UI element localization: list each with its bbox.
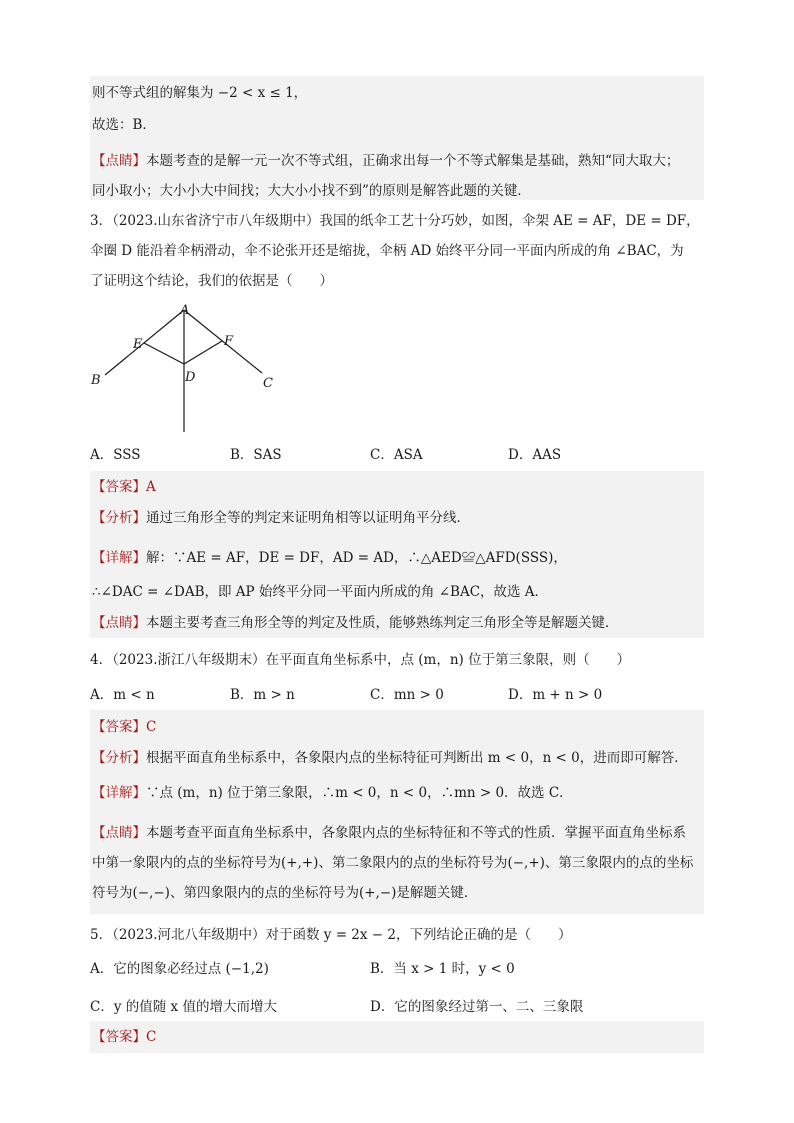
prev-solution-line xyxy=(90,76,704,110)
q3-analysis xyxy=(90,502,704,533)
detail-text: ∵点 (m，n) 位于第三象限，∴m < 0，n < 0，∴mn > 0．故选 C． xyxy=(146,785,573,801)
answer-tag: 【答案】 xyxy=(92,479,146,495)
q3-option-c: C．ASA xyxy=(370,447,423,463)
segment-ab xyxy=(105,310,184,375)
analysis-tag: 【分析】 xyxy=(92,510,146,526)
q3-option-b: B．SAS xyxy=(230,447,282,463)
dianjing-tag: 【点睛】 xyxy=(92,153,146,169)
q4-option-c: C．mn > 0 xyxy=(370,687,444,703)
q5-option-d: D．它的图象经过第一、二、三象限 xyxy=(370,999,584,1015)
label-c: C xyxy=(263,376,273,391)
analysis-text: 通过三角形全等的判定来证明角相等以证明角平分线． xyxy=(146,510,470,526)
answer-tag: 【答案】 xyxy=(92,1029,146,1045)
answer-value: C xyxy=(146,719,157,735)
dianjing-text-2: 中第一象限内的点的坐标符号为(+,+)、第二象限内的点的坐标符号为(−,+)、第三象限内的点的坐标 xyxy=(92,855,694,871)
prev-line-2: 故选：B． xyxy=(92,117,156,133)
q4-answer xyxy=(90,710,704,742)
q5-option-b: B．当 x > 1 时，y < 0 xyxy=(370,961,515,977)
answer-value: A xyxy=(146,479,156,495)
prev-choice-line xyxy=(90,110,704,140)
dianjing-text-1: 本题考查的是解一元一次不等式组，正确求出每一个不等式解集是基础，熟知“同大取大； xyxy=(146,153,680,169)
analysis-tag: 【分析】 xyxy=(92,750,146,766)
label-a: A xyxy=(180,303,190,318)
detail-text-1: 解：∵AE = AF，DE = DF，AD = AD，∴△AED≌△AFD(SSS)， xyxy=(146,550,567,566)
q4-dianjing xyxy=(90,812,704,914)
q3-options xyxy=(90,446,704,466)
q4-stem: 4．（2023.浙江八年级期末）在平面直角坐标系中，点 (m，n) 位于第三象限，则（ ） xyxy=(90,652,631,668)
dianjing-text-1: 本题考查平面直角坐标系中，各象限内点的坐标特征和不等式的性质．掌握平面直角坐标系 xyxy=(146,825,686,841)
q5-option-a: A．它的图象必经过点 (−1,2) xyxy=(90,961,269,977)
q4-detail xyxy=(90,774,704,812)
detail-tag: 【详解】 xyxy=(92,785,146,801)
segment-fd xyxy=(184,341,222,364)
q4-analysis xyxy=(90,742,704,774)
q4-options xyxy=(90,686,704,706)
label-e: E xyxy=(133,337,143,352)
q4-option-d: D．m + n > 0 xyxy=(508,687,603,703)
q3-option-a: A．SSS xyxy=(90,447,141,463)
segment-ed xyxy=(144,343,184,364)
q5-stem: 5．（2023.河北八年级期中）对于函数 y = 2x − 2，下列结论正确的是（ ） xyxy=(90,927,572,943)
detail-tag: 【详解】 xyxy=(92,550,146,566)
q3-line-2: 伞圈 D 能沿着伞柄滑动，伞不论张开还是缩拢，伞柄 AD 始终平分同一平面内所成的角 ∠BAC，为 xyxy=(90,243,684,259)
dianjing-text-2: 同小取小；大小小大中间找；大大小小找不到”的原则是解答此题的关键． xyxy=(92,183,531,199)
q5-answer xyxy=(90,1021,704,1053)
answer-tag: 【答案】 xyxy=(92,719,146,735)
q3-option-d: D．AAS xyxy=(508,447,562,463)
q4-option-a: A．m < n xyxy=(90,687,155,703)
segment-ac xyxy=(184,310,262,373)
q3-answer xyxy=(90,471,704,502)
analysis-text: 根据平面直角坐标系中，各象限内点的坐标特征可判断出 m < 0，n < 0，进而即可解答． xyxy=(146,750,688,766)
q3-line-3: 了证明这个结论，我们的依据是（ ） xyxy=(90,273,333,289)
label-b: B xyxy=(91,373,101,388)
dianjing-tag: 【点睛】 xyxy=(92,825,146,841)
q5-option-c: C．y 的值随 x 值的增大而增大 xyxy=(90,999,277,1015)
dianjing-tag: 【点睛】 xyxy=(92,615,146,631)
question-3-stem xyxy=(90,206,704,296)
label-d: D xyxy=(185,370,196,385)
q5-options xyxy=(90,960,704,1014)
dianjing-text-3: 符号为(−,−)、第四象限内的点的坐标符号为(+,−)是解题关键． xyxy=(92,885,478,901)
detail-text-2: ∴∠DAC = ∠DAB，即 AP 始终平分同一平面内所成的角 ∠BAC，故选 A． xyxy=(92,584,549,600)
dianjing-text: 本题主要考查三角形全等的判定及性质，能够熟练判定三角形全等是解题关键． xyxy=(146,615,619,631)
prev-dianjing xyxy=(90,140,704,200)
q3-detail xyxy=(90,533,704,608)
umbrella-figure xyxy=(88,300,288,440)
q3-dianjing xyxy=(90,608,704,638)
prev-line-1: 则不等式组的解集为 −2 < x ≤ 1， xyxy=(92,85,308,101)
answer-value: C xyxy=(146,1029,157,1045)
q3-line-1: 3．（2023.山东省济宁市八年级期中）我国的纸伞工艺十分巧妙，如图，伞架 AE = AF，DE = DF， xyxy=(90,213,700,229)
label-f: F xyxy=(224,334,234,349)
q4-option-b: B．m > n xyxy=(230,687,295,703)
